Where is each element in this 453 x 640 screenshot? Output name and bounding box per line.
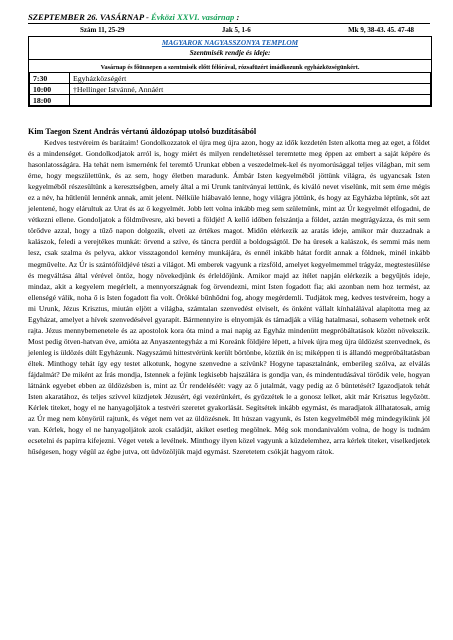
mass-intention: †Hellinger Istvánné, Annáért [70,84,431,95]
mass-table [29,72,431,106]
mass-intention [70,95,431,106]
article-paragraph: Kedves testvéreim és barátaim! Gondolkozzatok el újra meg újra azon, hogy az idők kezdetén Isten alkotta meg az eget, a földet és a mindenséget. Gondolkodjatok arról is, hogy miért és milyen rendeltetéssel teremtette meg éppen az embert a saját képére és hasonlatosságára. Ha tehát nem ismernénk fel teremtő Urunkat ebben a veszedelmek-kel és nyomorúsággal teljes világban, mit sem érne, hogy megszülettünk, és az sem, hogy életben maradunk. Ámbár Isten kegyelméből jöttünk világra, és ugyancsak Isten kegyelméből részesültünk a keresztségben, amely által a mi Urunk tanítványai lettünk, és kiváló nevet viselünk, mit sem érne mégis ez a név, ha hűtlenül lennénk annak, amit jelent. Nélküle hiábavaló lenne, hogy világra jöttünk, és hogy az Egyházba léptünk, sőt azt jelentené, hogy elárultuk az Urat és az ő kegyelmét. Jobb lett volna inkább meg sem születnünk, mint az Úr kegyelmét elfogadni, de vétkezni ellene. Gondoljatok a földművesre, aki beveti a földjét! A kellő időben felszántja a földet, aztán megtrágyázza, és mit sem törődve azzal, hogy a tűző napon dolgozik, elveti az értékes magot. Midőn elérkezik az aratás ideje, amikor már duzzadnak a kalászok, feledi a verejtékes munkát: örvend a szíve, és táncra perdül a boldogságtól. De ha üresek a kalászok, és semmi más nem lesz, csak szalma és pelyva, akkor visszagondol kemény munkájára, és ennél inkább hátat fordít annak a földnek, minél inkább megművelte. Az Úr is szántóföldjévé tészi a világot. Mi emberek vagyunk a rizsföld, amelyet kegyelmemmel trágyáz, megtestesülése és megváltása által vérével öntöz, hogy növekedjünk és érleldőjünk. Amikor majd az ítélet napján elérkezik a begyűjtés ideje, mindaz, akit a kegyelem megérlelt, a mennyországnak fog örvendezni, mint Isten fogadott fia; aki azonban nem hoz termést, az ellenségé válik, noha ő is Isten fogadott fia volt. Örökké bűnhődni fog, ahogy megérdemli. Tudjátok meg, kedves testvéreim, hogy a mi Urunk, Jézus Krisztus, miután eljött a világba, számtalan szenvedést elviselt, és önként vállalt kínhalálával alapította meg az Egyházat, amelyet a hívek szenvedésével gyarapít. Bármennyire is elnyomják és támadják a világ hatalmasai, sohasem vehetnek erőt rajta. Jézus mennybemenetele és az apostolok kora óta mind a mai napig az Egyház mindenütt megpróbáltatások között növekszik. Most pedig ötven-hatvan éve, amióta az Anyaszentegyház a mi Koreánk földjére lépett, a hívek újra meg újra üldözést szenvednek, és jelenleg is üldözés dúlt Egyházunk. Nagyszámú hittestvérünk került börtönbe, köztük én is; miképpen ti is állandó megpróbáltatásban éltek. Minthogy tehát így egy testet alkotunk, hogyne szenvedne a szívünk? Hogyne tapasztalnánk, emberileg szólva, az elválás fájdalmát? De miként az Írás mondja, Istennek a fejünk legkisebb hajszálára is gondja van, és mindentudásával törődik vele, hogyan látnánk egyebet ebben az üldözésben is, mint az Úr rendeléséét: vagy az ő jutalmát, vagy pedig az ő büntetését? Igazodjatok tehát Isten akaratához, és teljes szívvel küzdjetek Jézusért, égi vezérünkért, és győzzétek le a gonosz lelket, akit már Krisztus legyőzött. Kérlek titeket, hogy el ne hanyagoljátok a testvéri szeretet gyakorlását. Segítsétek inkább egymást, és maradjatok állhatatosak, amíg az Úr meg nem könyörül rajtunk, és véget nem vet az üldözésnek. Itt húszan vagyunk, és Isten kegyelméből még mindegyikünk jól van. Kérlek, hogy el ne hanyagoljátok azok családját, akiket esetleg megölnek. Még sok mondanivalóm volna, de hogy is tudnám ecsetelni és papírra kifejezni. Véget vetek a levélnek. Minthogy ilyen közel vagyunk a küzdelemhez, arra kérlek titeket, viselkedjetek hűségesen, hogy végül az égbe jutva, ott üdvözöljük majd egymást. Szeretetem csókját hagyom rátok. [28,138,430,457]
bulletin-page [28,12,430,457]
reading-gospel: Mk 9, 38-43. 45. 47-48 [348,26,414,34]
mass-row [30,84,431,95]
mass-schedule-box [28,36,432,107]
schedule-title: Szentmisék rendje és ideje: [29,47,431,60]
date-label: SZEPTEMBER 26. VASÁRNAP - [28,12,151,22]
article-title: Kim Taegon Szent András vértanú áldozópap utolsó buzdításából [28,127,257,136]
mass-row [30,95,431,106]
mass-time: 7:30 [30,73,70,84]
mass-time: 10:00 [30,84,70,95]
reading-second: Jak 5, 1-6 [221,26,251,34]
season-suffix: : [234,12,240,22]
mass-intention: Egyházközségért [70,73,431,84]
readings-row [28,24,430,34]
sunday-title [28,12,430,22]
church-name: MAGYAROK NAGYASSZONYA TEMPLOM [161,38,299,47]
rosary-note: Vasárnap és főünnepen a szentmisék előtt félórával, rózsafüzért imádkozunk egyházközségünkért. [100,64,360,71]
reading-first: Szám 11, 25-29 [80,26,125,34]
season-label: Évközi XXVI. vasárnap [150,12,235,22]
mass-row [30,73,431,84]
article-body [28,137,430,457]
mass-time: 18:00 [30,95,70,106]
